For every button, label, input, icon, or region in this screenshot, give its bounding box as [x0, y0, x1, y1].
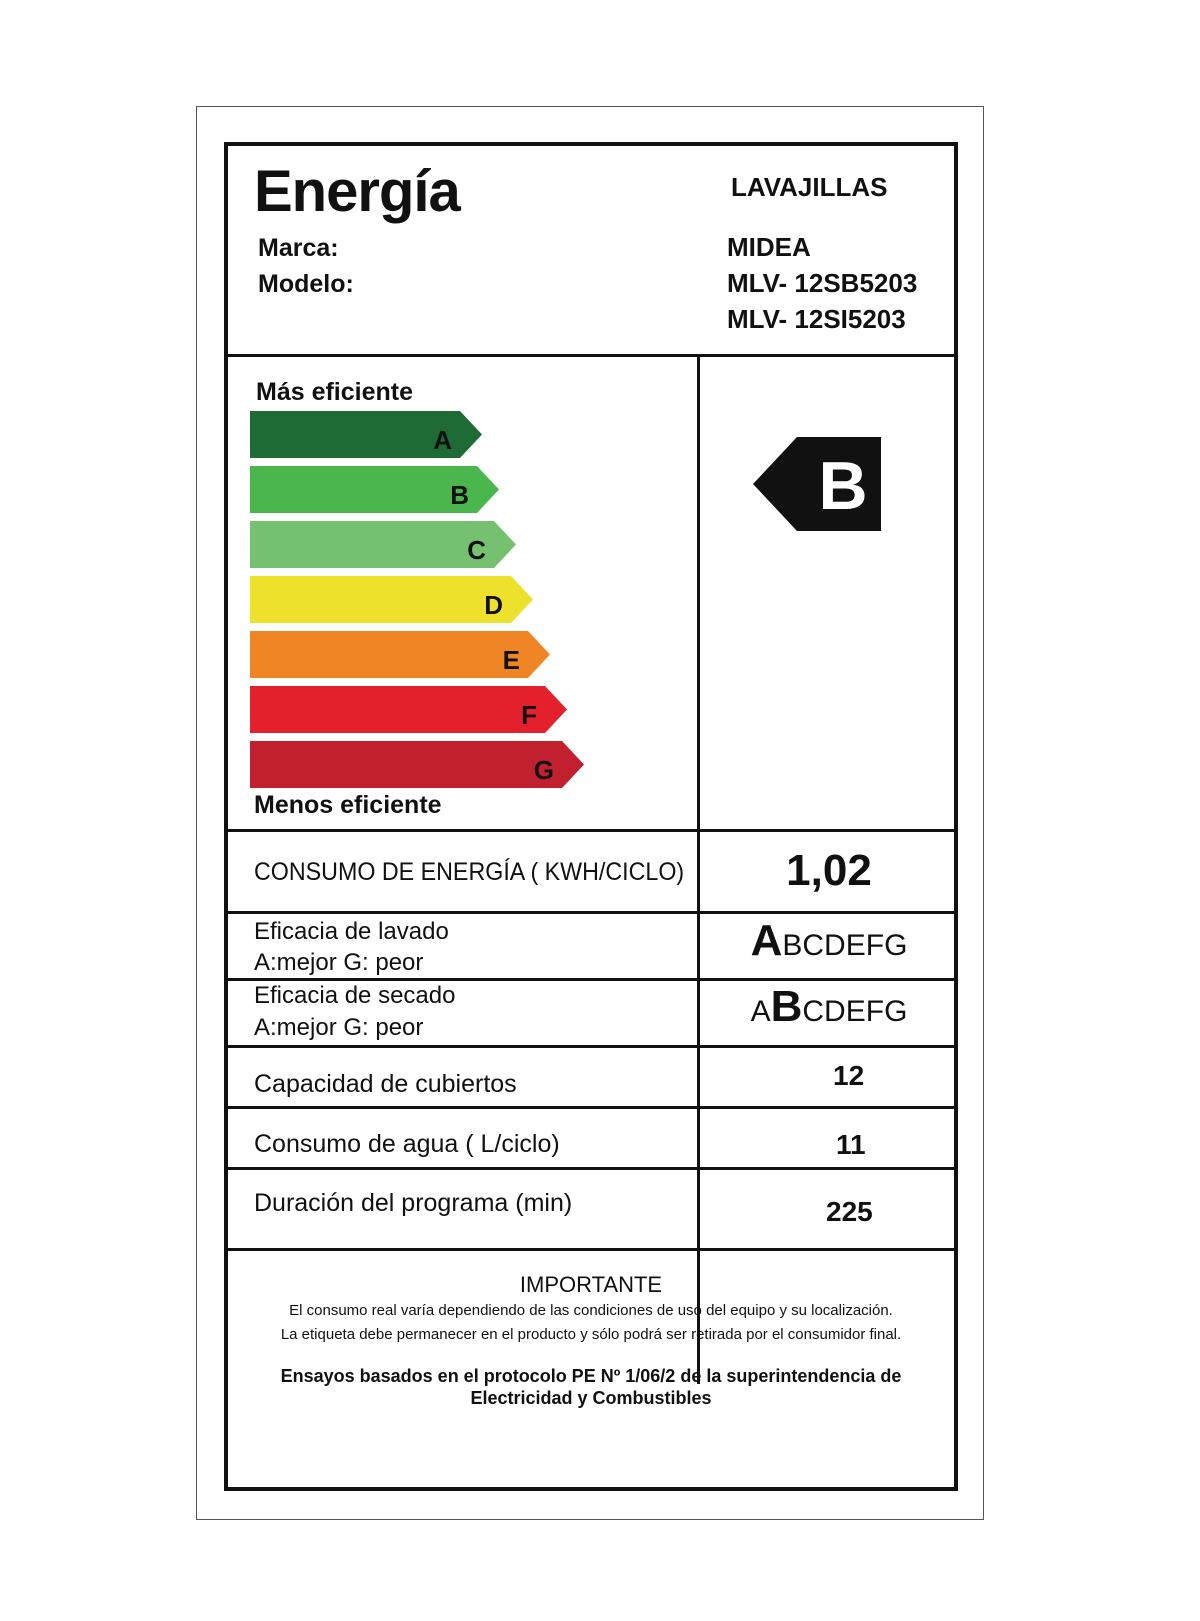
important-heading: IMPORTANTE — [519, 1272, 663, 1297]
class-letter-a: A — [750, 916, 783, 965]
less-efficient-label: Menos eficiente — [254, 791, 442, 819]
divider — [228, 1106, 954, 1109]
model-value-1: MLV- 12SB5203 — [727, 268, 918, 298]
energy-label — [224, 142, 958, 1491]
efficiency-bar-b — [250, 466, 499, 513]
dry-efficiency-scale-note: A:mejor G: peor — [254, 1014, 424, 1041]
consumption-value: 1,02 — [786, 846, 872, 895]
efficiency-bar-c — [250, 521, 516, 568]
efficiency-bar-letter: B — [450, 480, 469, 510]
capacity-label: Capacidad de cubiertos — [254, 1070, 517, 1098]
brand-label: Marca: — [258, 234, 339, 262]
divider — [228, 354, 954, 357]
brand-value: MIDEA — [727, 232, 811, 262]
efficiency-bar-e — [250, 631, 550, 678]
efficiency-bar-letter: E — [502, 645, 520, 675]
disclaimer-line-2: La etiqueta debe permanecer en el producto y sólo podrá ser retirada por el consumidor final. — [280, 1326, 902, 1343]
class-letter-f: F — [865, 929, 885, 962]
efficiency-bar-letter: F — [521, 700, 537, 730]
rating-letter: B — [818, 448, 868, 524]
water-consumption-value: 11 — [836, 1129, 866, 1160]
class-letter-b: B — [782, 929, 803, 962]
product-type: LAVAJILLAS — [731, 172, 888, 202]
efficiency-bar-f — [250, 686, 567, 733]
protocol-line-2: Electricidad y Combustibles — [470, 1388, 712, 1408]
consumption-label: CONSUMO DE ENERGÍA ( KWH/CICLO) — [254, 858, 685, 886]
divider — [228, 1248, 954, 1251]
wash-efficiency-label: Eficacia de lavado — [254, 918, 449, 945]
class-letter-e: E — [845, 995, 866, 1028]
efficiency-scale — [250, 411, 620, 796]
divider — [228, 911, 954, 914]
class-letter-f: F — [865, 995, 885, 1028]
class-letter-c: C — [802, 995, 825, 1028]
efficiency-bar-letter: C — [467, 535, 486, 565]
more-efficient-label: Más eficiente — [256, 378, 414, 406]
rating-arrow — [753, 437, 883, 531]
class-letter-a: A — [750, 995, 771, 1028]
divider — [228, 1045, 954, 1048]
label-title: Energía — [254, 159, 460, 224]
dry-efficiency-label: Eficacia de secado — [254, 982, 456, 1009]
class-letter-d: D — [824, 929, 846, 962]
wash-efficiency-classes — [700, 916, 958, 966]
disclaimer-line-1: El consumo real varía dependiendo de las condiciones de uso del equipo y su localización. — [289, 1302, 893, 1319]
class-letter-c: C — [802, 929, 825, 962]
efficiency-bar-g — [250, 741, 584, 788]
class-letter-e: E — [845, 929, 866, 962]
class-letter-d: D — [824, 995, 846, 1028]
water-consumption-label: Consumo de agua ( L/ciclo) — [254, 1130, 560, 1158]
divider — [228, 829, 954, 832]
dry-efficiency-classes — [700, 982, 958, 1032]
program-duration-label: Duración del programa (min) — [254, 1189, 573, 1217]
model-label: Modelo: — [258, 270, 354, 298]
class-letter-g: G — [884, 995, 908, 1028]
efficiency-bar-letter: G — [533, 755, 554, 785]
efficiency-bar-letter: A — [433, 425, 452, 455]
efficiency-bar-d — [250, 576, 533, 623]
capacity-value: 12 — [833, 1060, 865, 1091]
wash-efficiency-scale-note: A:mejor G: peor — [254, 949, 424, 976]
divider — [228, 978, 954, 981]
divider — [228, 1167, 954, 1170]
model-value-2: MLV- 12SI5203 — [727, 304, 906, 334]
class-letter-g: G — [884, 929, 908, 962]
class-letter-b: B — [770, 982, 803, 1031]
protocol-line-1: Ensayos basados en el protocolo PE Nº 1/06/2 de la superintendencia de — [280, 1366, 902, 1386]
program-duration-value: 225 — [826, 1196, 873, 1227]
efficiency-bar-a — [250, 411, 482, 458]
efficiency-bar-letter: D — [484, 590, 503, 620]
